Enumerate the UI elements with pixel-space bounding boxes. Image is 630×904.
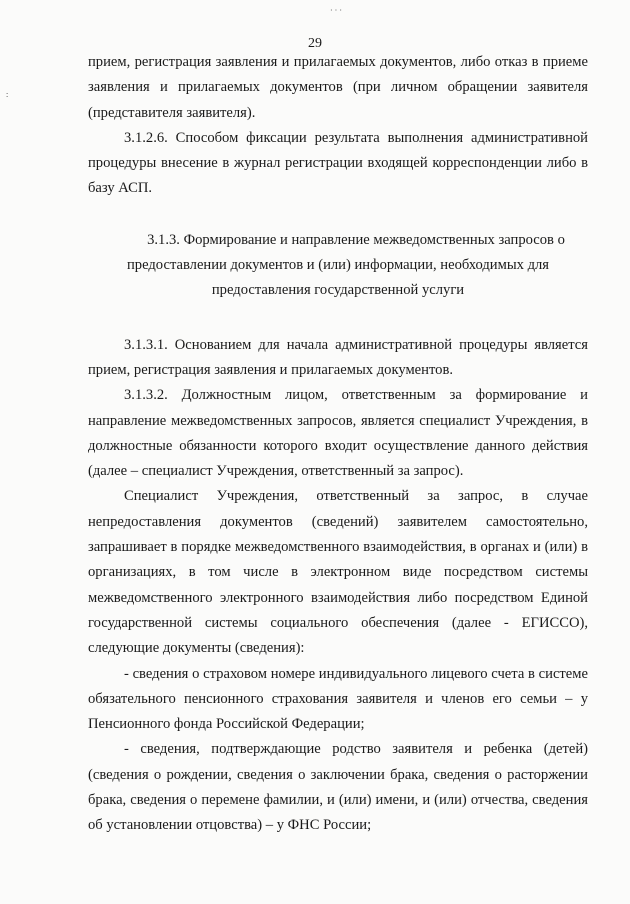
heading-line: предоставлении документов и (или) информации, необходимых для [126, 257, 549, 274]
paragraph-3-1-3-2: 3.1.3.2. Должностным лицом, ответственным за формирование и направление межведомственных запросов, является специалист Учреждения, в должностные обязанности которого входит осуществление данного действия (далее – специалист Учреждения, ответственный за запрос). [88, 387, 588, 480]
paragraph-continuation: прием, регистрация заявления и прилагаемых документов, либо отказ в приеме заявления и прилагаемых документов (при личном обращении заявителя (представителя заявителя). [88, 54, 588, 121]
page-body [88, 50, 588, 839]
paragraph-specialist: Специалист Учреждения, ответственный за запрос, в случае непредоставления документов (сведений) заявителем самостоятельно, запрашивает в порядке межведомственного взаимодействия, в органах и (или) в организациях, в том числе в электронном виде посредством системы межведомственного электронного взаимодействия либо посредством Единой государственной системы социального обеспечения (далее - ЕГИССО), следующие документы (сведения): [88, 488, 588, 657]
section-heading-3-1-3 [88, 228, 588, 304]
heading-line: 3.1.3. Формирование и направление межведомственных запросов о [147, 231, 565, 248]
list-item-kinship: - сведения, подтверждающие родство заявителя и ребенка (детей) (сведения о рождении, сведения о заключении брака, сведения о расторжении брака, сведения о перемене фамилии, и (или) имени, и (или) отчества, сведения об установлении отцовства) – у ФНС России; [88, 741, 588, 834]
heading-line: предоставления государственной услуги [211, 282, 465, 299]
scan-artifact: · · · [330, 6, 342, 15]
list-item-snils: - сведения о страховом номере индивидуального лицевого счета в системе обязательного пенсионного страхования заявителя и членов его семьи – у Пенсионного фонда Российской Федерации; [88, 665, 588, 733]
paragraph-3-1-2-6: 3.1.2.6. Способом фиксации результата выполнения административной процедуры внесение в журнал регистрации входящей корреспонденции либо в базу АСП. [88, 129, 588, 197]
scan-artifact: : [6, 90, 9, 99]
page-number: 29 [308, 36, 322, 51]
paragraph-3-1-3-1: 3.1.3.1. Основанием для начала административной процедуры является прием, регистрация заявления и прилагаемых документов. [88, 336, 588, 378]
